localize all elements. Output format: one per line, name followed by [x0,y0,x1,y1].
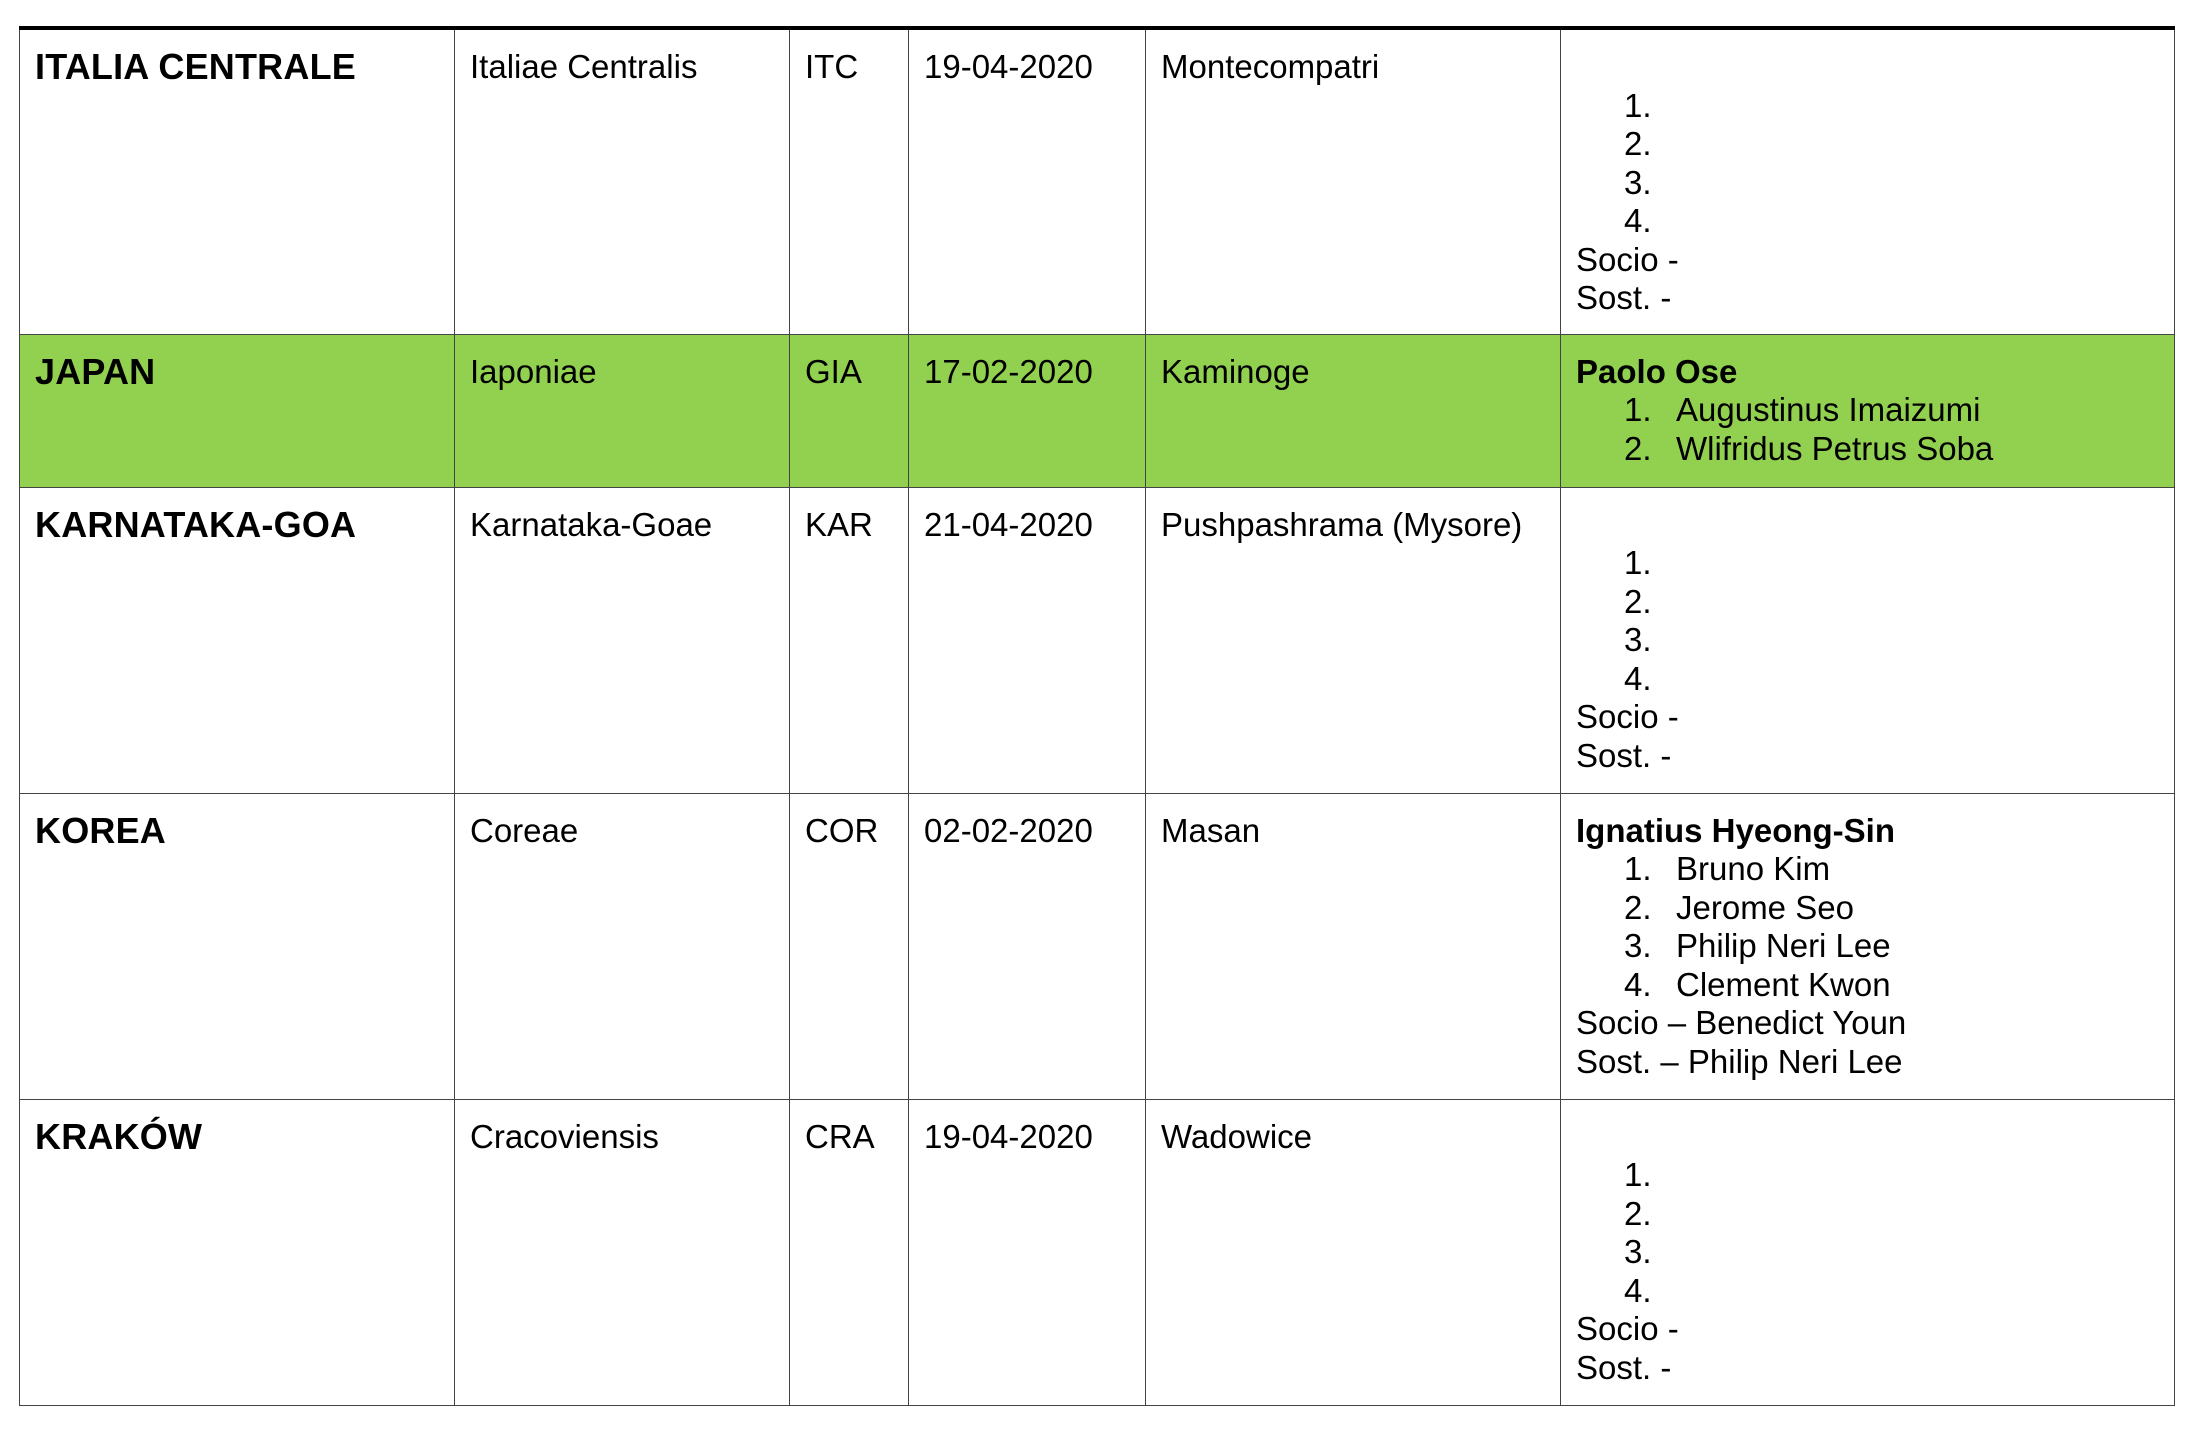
latin-name-cell [455,28,790,334]
list-item [1624,86,2159,126]
list-item [1624,544,2159,583]
province-name: KARNATAKA-GOA [35,503,357,545]
chapter-place: Montecompatri [1161,48,1380,85]
place-cell [1146,793,1561,1099]
province-code: KAR [805,505,873,543]
council-number: 3. [1624,927,1652,964]
superior-name: Paolo Ose [1576,352,1738,390]
province-name-cell [20,1099,455,1405]
council-list [1576,87,2159,241]
socio-line: Socio - [1576,1310,1679,1347]
council-number: 2. [1624,1194,1652,1232]
council-number: 1. [1624,391,1652,428]
list-item [1624,1194,2159,1234]
code-cell [790,487,909,793]
council-member: Clement Kwon [1676,965,1891,1003]
superior-name [1576,48,2159,87]
council-number: 2. [1624,582,1652,620]
council-member: Wlifridus Petrus Soba [1676,429,1994,467]
list-item [1624,202,2159,241]
date-cell [909,793,1146,1099]
place-cell [1146,28,1561,334]
chapter-date: 19-04-2020 [924,48,1093,85]
date-cell [909,334,1146,487]
council-number: 3. [1624,1233,1652,1270]
list-item [1624,163,2159,203]
council-list [1576,391,2159,468]
council-list [1576,544,2159,698]
chapter-place: Pushpashrama (Mysore) [1161,505,1523,543]
council-number: 4. [1624,659,1652,697]
latin-name-cell [455,1099,790,1405]
list-item [1624,1156,2159,1195]
latin-name: Cracoviensis [470,1117,659,1155]
province-code: ITC [805,48,859,85]
province-name: ITALIA CENTRALE [35,46,356,87]
list-item [1624,659,2159,699]
province-code: GIA [805,352,862,390]
latin-name: Karnataka-Goae [470,505,713,543]
list-item [1624,621,2159,660]
table-row [20,793,2175,1099]
council-number: 3. [1624,163,1652,201]
list-item [1624,1271,2159,1311]
list-item [1624,391,2159,430]
date-cell [909,28,1146,334]
document-page [19,26,2174,1406]
superior-name [1576,1118,2159,1157]
chapter-date: 02-02-2020 [924,811,1093,849]
table-row [20,1099,2175,1405]
council-number: 1. [1624,86,1652,124]
council-number: 4. [1624,202,1652,239]
sost-line: Sost. – Philip Neri Lee [1576,1042,1903,1080]
list-item [1624,125,2159,164]
list-item [1624,429,2159,469]
council-cell [1561,1099,2175,1405]
council-number: 1. [1624,544,1652,581]
council-number: 4. [1624,1271,1652,1309]
sost-line: Sost. - [1576,279,1672,316]
council-cell [1561,334,2175,487]
date-cell [909,487,1146,793]
latin-name-cell [455,793,790,1099]
province-name: KRAKÓW [35,1115,203,1157]
latin-name-cell [455,487,790,793]
council-cell [1561,487,2175,793]
table-row [20,334,2175,487]
province-name: JAPAN [35,350,156,392]
province-name-cell [20,28,455,334]
table-row [20,487,2175,793]
socio-line: Socio - [1576,240,1679,278]
council-number: 1. [1624,1156,1652,1193]
province-code: CRA [805,1117,875,1155]
sost-line: Sost. - [1576,736,1672,774]
place-cell [1146,487,1561,793]
code-cell [790,1099,909,1405]
superior-name [1576,506,2159,545]
latin-name: Coreae [470,811,579,849]
chapter-date: 17-02-2020 [924,352,1093,390]
place-cell [1146,1099,1561,1405]
province-name: KOREA [35,809,167,851]
chapter-place: Masan [1161,811,1261,849]
socio-line: Socio – Benedict Youn [1576,1004,1907,1041]
provinces-table [19,26,2175,1406]
province-name-cell [20,334,455,487]
council-number: 2. [1624,888,1652,926]
list-item [1624,927,2159,966]
date-cell [909,1099,1146,1405]
superior-name: Ignatius Hyeong-Sin [1576,811,1896,849]
chapter-place: Kaminoge [1161,352,1310,390]
council-number: 1. [1624,850,1652,887]
place-cell [1146,334,1561,487]
council-member: Augustinus Imaizumi [1676,391,1981,428]
list-item [1624,1233,2159,1272]
council-number: 2. [1624,125,1652,162]
list-item [1624,965,2159,1005]
council-number: 4. [1624,965,1652,1003]
council-list [1576,850,2159,1004]
code-cell [790,28,909,334]
council-cell [1561,793,2175,1099]
list-item [1624,850,2159,889]
latin-name: Italiae Centralis [470,48,698,85]
council-member: Jerome Seo [1676,888,1854,926]
latin-name: Iaponiae [470,352,597,390]
council-number: 3. [1624,621,1652,658]
council-list [1576,1156,2159,1310]
code-cell [790,334,909,487]
council-number: 2. [1624,429,1652,467]
list-item [1624,888,2159,928]
chapter-date: 19-04-2020 [924,1117,1093,1155]
latin-name-cell [455,334,790,487]
province-code: COR [805,811,879,849]
socio-line: Socio - [1576,698,1679,735]
council-cell [1561,28,2175,334]
provinces-table-body [20,28,2175,1405]
code-cell [790,793,909,1099]
list-item [1624,582,2159,622]
council-member: Bruno Kim [1676,850,1831,887]
chapter-place: Wadowice [1161,1117,1312,1155]
table-row [20,28,2175,334]
chapter-date: 21-04-2020 [924,505,1093,543]
sost-line: Sost. - [1576,1348,1672,1386]
province-name-cell [20,793,455,1099]
province-name-cell [20,487,455,793]
council-member: Philip Neri Lee [1676,927,1891,964]
